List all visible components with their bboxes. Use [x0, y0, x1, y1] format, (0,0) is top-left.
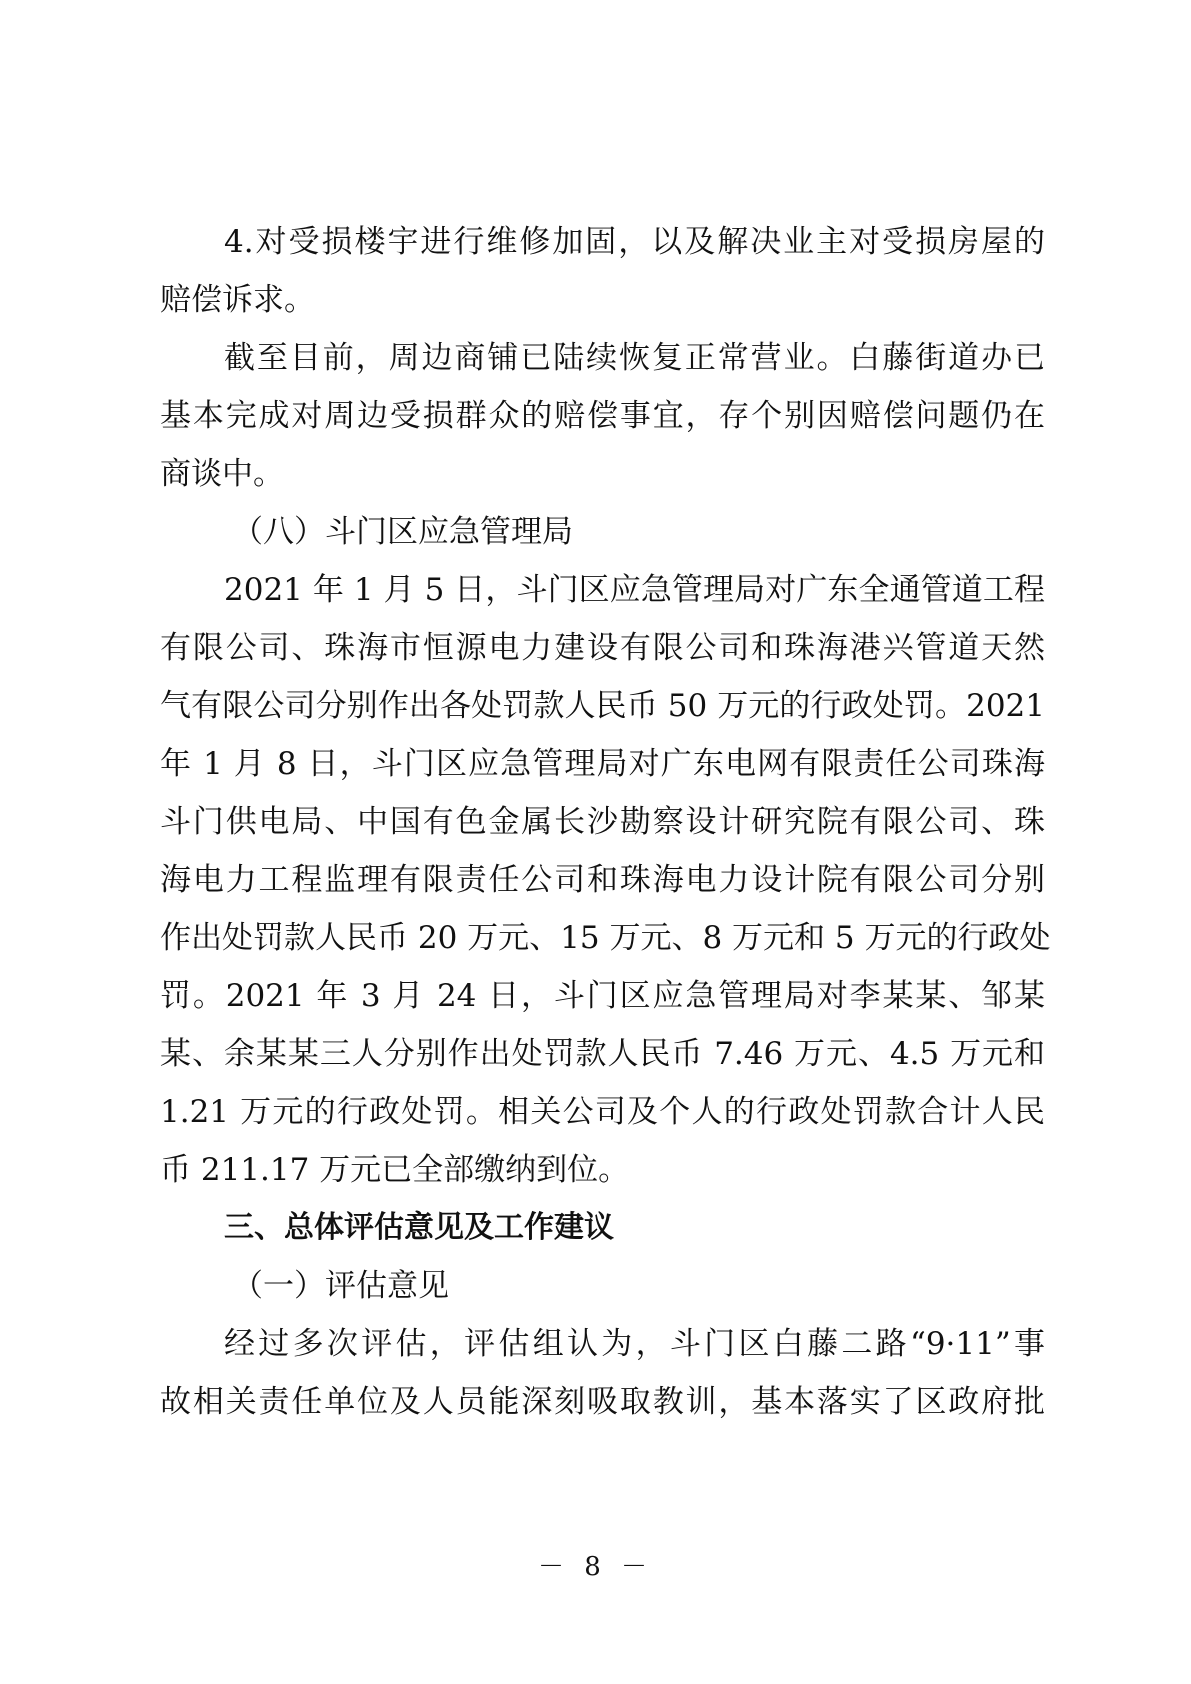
- document-body: [160, 213, 1051, 1431]
- paragraph-line: 币 211.17 万元已全部缴纳到位。: [160, 1152, 630, 1188]
- paragraph-line: 海电力工程监理有限责任公司和珠海电力设计院有限公司分别: [160, 862, 1045, 898]
- paragraph-line: 赔偿诉求。: [160, 282, 315, 318]
- paragraph-line: 罚。2021 年 3 月 24 日，斗门区应急管理局对李某某、邹某: [160, 978, 1045, 1014]
- paragraph-line: 4.对受损楼宇进行维修加固，以及解决业主对受损房屋的: [224, 224, 1045, 260]
- paragraph-line: 截至目前，周边商铺已陆续恢复正常营业。白藤街道办已: [224, 340, 1045, 376]
- paragraph-line: 基本完成对周边受损群众的赔偿事宜，存个别因赔偿问题仍在: [160, 398, 1045, 434]
- page-number: － 8 －: [537, 1552, 654, 1582]
- paragraph-line: 斗门供电局、中国有色金属长沙勘察设计研究院有限公司、珠: [160, 804, 1045, 840]
- paragraph-line: 某、余某某三人分别作出处罚款人民币 7.46 万元、4.5 万元和: [160, 1036, 1045, 1072]
- paragraph-line: 故相关责任单位及人员能深刻吸取教训，基本落实了区政府批: [160, 1384, 1045, 1420]
- paragraph-line: 气有限公司分别作出各处罚款人民币 50 万元的行政处罚。2021: [160, 688, 1045, 724]
- paragraph-line: 有限公司、珠海市恒源电力建设有限公司和珠海港兴管道天然: [160, 630, 1045, 666]
- section-subheading: （一）评估意见: [232, 1268, 449, 1304]
- paragraph-line: 1.21 万元的行政处罚。相关公司及个人的行政处罚款合计人民: [160, 1094, 1045, 1130]
- paragraph-line: 经过多次评估，评估组认为，斗门区白藤二路“9·11”事: [224, 1326, 1045, 1362]
- paragraph-line: 年 1 月 8 日，斗门区应急管理局对广东电网有限责任公司珠海: [160, 746, 1045, 782]
- paragraph-line: 作出处罚款人民币 20 万元、15 万元、8 万元和 5 万元的行政处: [160, 920, 1051, 956]
- paragraph-line: 商谈中。: [160, 456, 284, 492]
- paragraph-line: 2021 年 1 月 5 日，斗门区应急管理局对广东全通管道工程: [224, 572, 1045, 608]
- section-heading: 三、总体评估意见及工作建议: [224, 1210, 614, 1245]
- section-subheading: （八）斗门区应急管理局: [232, 514, 573, 550]
